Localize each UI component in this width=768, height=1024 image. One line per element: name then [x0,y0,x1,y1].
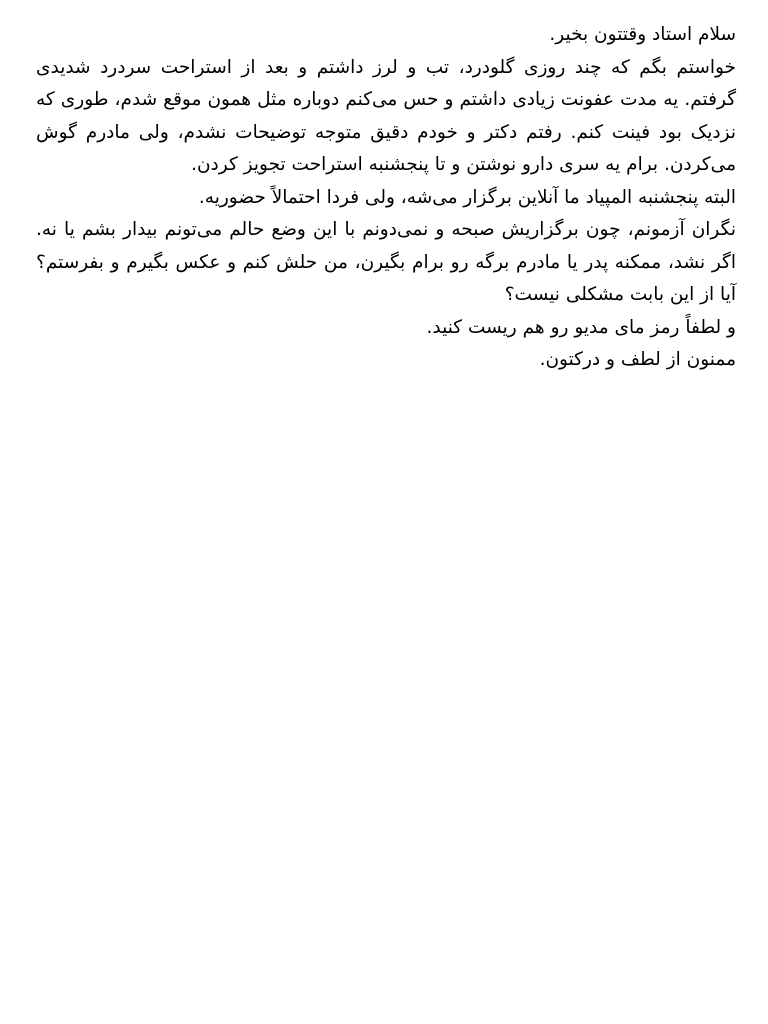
paragraph-olympiad: البته پنجشنبه المپیاد ما آنلاین برگزار می‌شه، ولی فردا احتمالاً حضوریه. [198,186,736,208]
paragraph-illness: خواستم بگم که چند روزی گلودرد، تب و لرز داشتم و بعد از استراحت سردرد شدیدی گرفتم. یه مدت عفونت زیادی داشتم و حس می‌کنم دوباره مثل همون موقع شدم، طوری که نزدیک بود فینت کنم. رفتم دکتر و خودم دقیق متوجه توضیحات نشدم، ولی مادرم گوش می‌کردن. برام یه سری دارو نوشتن و تا پنجشنبه استراحت تجویز کردن. [36,56,736,175]
message-body [36,19,736,377]
paragraph-password-reset: و لطفاً رمز مای مدیو رو هم ریست کنید. [426,316,736,338]
greeting-line: سلام استاد وقتتون بخیر. [549,24,736,45]
paragraph-exam-concern: نگران آزمونم، چون برگزاریش صبحه و نمی‌دونم با این وضع حالم می‌تونم بیدار بشم یا نه. اگر نشد، ممکنه پدر یا مادرم برگه رو برام بگیرن، من حلش کنم و عکس بگیرم و بفرستم؟ آیا از این بابت مشکلی نیست؟ [36,219,736,305]
closing-line: ممنون از لطف و درکتون. [539,349,736,370]
